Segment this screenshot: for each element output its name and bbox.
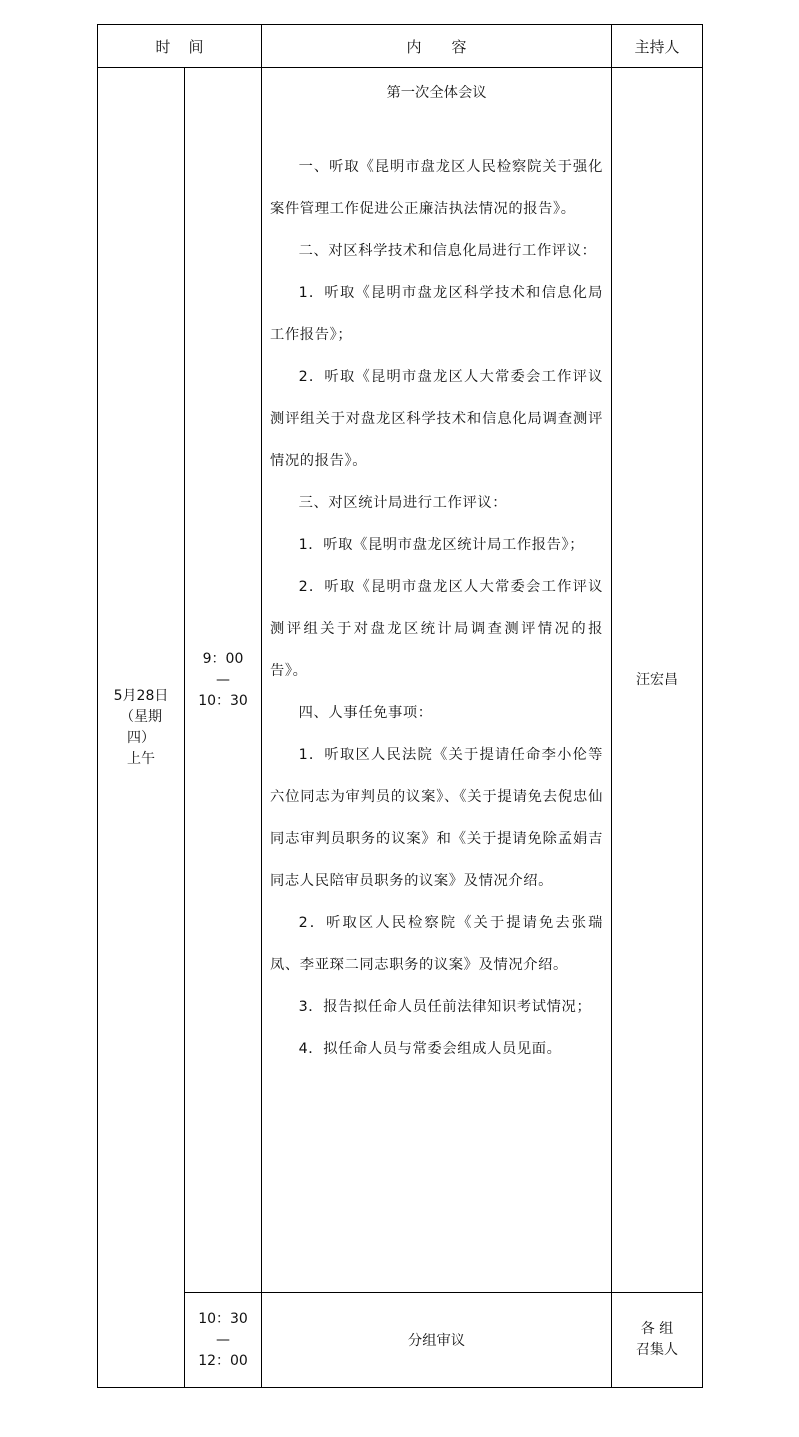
agenda-paragraph: 四、人事任免事项： xyxy=(298,705,433,721)
date-line: 四） xyxy=(127,729,155,746)
host-line: 召集人 xyxy=(636,1342,679,1358)
agenda-paragraph: 2．听取区人民检察院《关于提请免去张瑞凤、李亚琛二同志职务的议案》及情况介绍。 xyxy=(270,915,604,973)
content-cell-1 xyxy=(262,68,612,1293)
header-time: 时间 xyxy=(98,25,262,68)
agenda-paragraph: 二、对区科学技术和信息化局进行工作评议： xyxy=(298,243,597,259)
time-start: 10：30 xyxy=(198,1310,248,1327)
time-start: 9：00 xyxy=(202,650,244,667)
date-cell xyxy=(98,68,185,1388)
host-line: 各 组 xyxy=(640,1321,674,1337)
time-cell-1 xyxy=(185,68,262,1293)
session-row-1 xyxy=(98,68,703,1293)
content-cell-2: 分组审议 xyxy=(262,1293,612,1388)
session-row-2 xyxy=(98,1293,703,1388)
agenda-paragraph: 1．听取《昆明市盘龙区统计局工作报告》； xyxy=(298,537,585,553)
date-line: 上午 xyxy=(127,750,155,767)
header-host: 主持人 xyxy=(612,25,703,68)
time-cell-2 xyxy=(185,1293,262,1388)
agenda-paragraph: 1．听取区人民法院《关于提请任命李小伦等六位同志为审判员的议案》、《关于提请免去倪忠仙同志审判员职务的议案》和《关于提请免除孟娟吉同志人民陪审员职务的议案》及情况介绍。 xyxy=(270,747,604,889)
agenda-paragraph: 1．听取《昆明市盘龙区科学技术和信息化局工作报告》； xyxy=(270,285,604,343)
agenda-paragraph: 4．拟任命人员与常委会组成人员见面。 xyxy=(298,1041,562,1057)
agenda-paragraph: 2．听取《昆明市盘龙区人大常委会工作评议测评组关于对盘龙区统计局调查测评情况的报告》。 xyxy=(270,579,604,679)
header-row xyxy=(98,25,703,68)
time-dash: — xyxy=(216,1331,230,1348)
agenda-paragraph: 一、听取《昆明市盘龙区人民检察院关于强化案件管理工作促进公正廉洁执法情况的报告》。 xyxy=(270,159,604,217)
agenda-paragraph: 3．报告拟任命人员任前法律知识考试情况； xyxy=(298,999,592,1015)
time-dash: — xyxy=(216,671,230,688)
time-end: 10：30 xyxy=(198,692,248,709)
agenda-paragraph: 2．听取《昆明市盘龙区人大常委会工作评议测评组关于对盘龙区科学技术和信息化局调查测评情况的报告》。 xyxy=(270,369,604,469)
meeting-schedule-table xyxy=(97,24,703,1388)
time-end: 12：00 xyxy=(198,1352,248,1369)
date-line: 5月28日 xyxy=(113,687,169,704)
session-title: 第一次全体会议 xyxy=(386,85,487,101)
agenda-paragraph: 三、对区统计局进行工作评议： xyxy=(298,495,508,511)
header-content: 内容 xyxy=(262,25,612,68)
host-cell-2 xyxy=(612,1293,703,1388)
date-line: （星期 xyxy=(120,708,162,725)
host-cell-1: 汪宏昌 xyxy=(612,68,703,1293)
